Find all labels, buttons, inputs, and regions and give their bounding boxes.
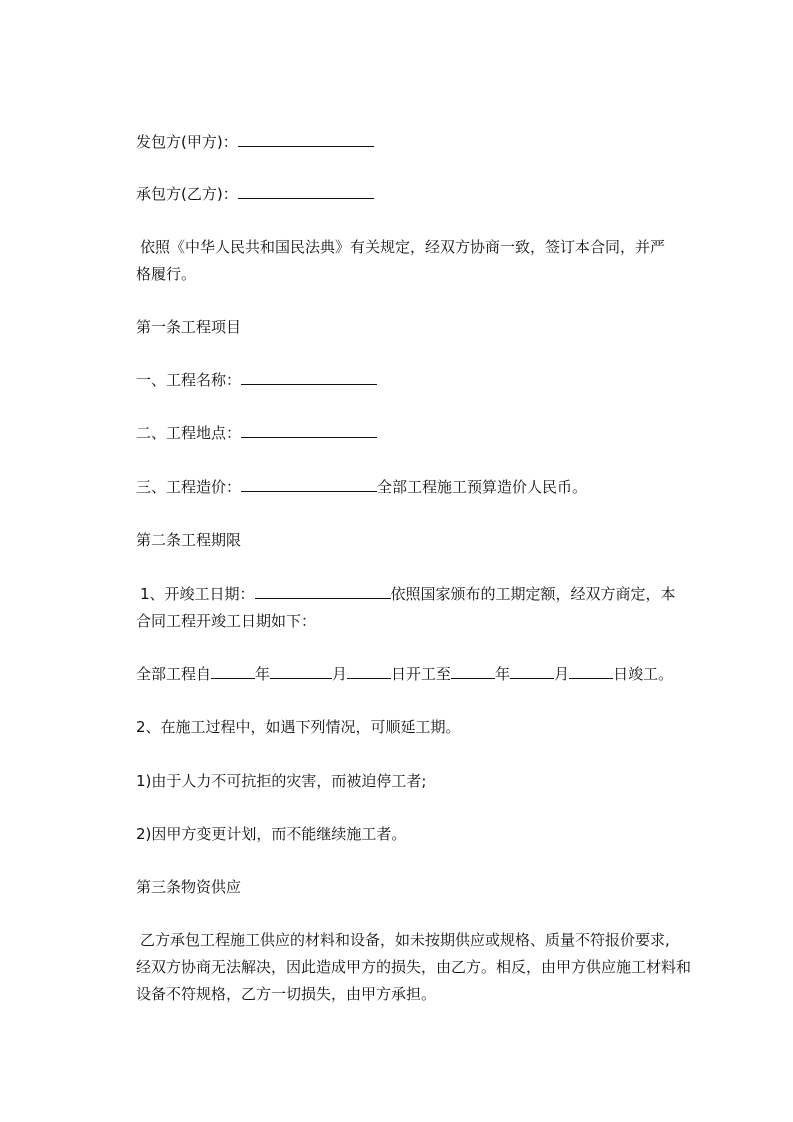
preamble-line-2: 格履行。	[136, 265, 197, 283]
end-day-blank[interactable]	[569, 664, 613, 679]
end-month-label: 月	[554, 665, 570, 683]
start-year-label: 年	[255, 665, 271, 683]
party-a-line	[136, 132, 374, 152]
project-cost-line	[136, 477, 587, 497]
end-month-blank[interactable]	[510, 664, 554, 679]
project-name-line	[136, 370, 377, 390]
end-year-label: 年	[495, 665, 511, 683]
start-end-date-label: 1、开竣工日期：	[140, 585, 255, 603]
extension-condition-2: 2)因甲方变更计划，而不能继续施工者。	[136, 825, 407, 843]
project-name-label: 一、工程名称：	[136, 371, 242, 389]
start-end-date-line-2: 合同工程开竣工日期如下：	[136, 612, 317, 630]
project-location-line	[136, 423, 377, 443]
article-3-title: 第三条物资供应	[136, 878, 242, 896]
party-b-blank[interactable]	[238, 184, 374, 199]
preamble-line-1: 依照《中华人民共和国民法典》有关规定，经双方协商一致，签订本合同，并严	[140, 238, 666, 256]
project-cost-label: 三、工程造价：	[136, 478, 242, 496]
project-location-blank[interactable]	[241, 423, 377, 438]
start-day-blank[interactable]	[347, 664, 391, 679]
schedule-prefix: 全部工程自	[136, 665, 212, 683]
party-a-blank[interactable]	[238, 132, 374, 147]
end-day-label: 日竣工。	[613, 665, 674, 683]
start-end-date-line	[140, 584, 676, 604]
article-3-para-line-2: 经双方协商无法解决，因此造成甲方的损失，由乙方。相反，由甲方供应施工材料和	[136, 958, 692, 976]
start-year-blank[interactable]	[211, 664, 255, 679]
project-cost-suffix: 全部工程施工预算造价人民币。	[377, 478, 588, 496]
article-3-para-line-3: 设备不符规格，乙方一切损失，由甲方承担。	[136, 985, 437, 1003]
start-day-label: 日开工至	[391, 665, 452, 683]
project-name-blank[interactable]	[241, 370, 377, 385]
schedule-line	[136, 664, 673, 684]
project-location-label: 二、工程地点：	[136, 424, 242, 442]
start-month-label: 月	[332, 665, 348, 683]
party-a-label: 发包方(甲方)：	[136, 133, 238, 151]
project-cost-blank[interactable]	[241, 477, 377, 492]
party-b-label: 承包方(乙方)：	[136, 185, 238, 203]
start-end-date-suffix: 依照国家颁布的工期定额，经双方商定，本	[390, 585, 676, 603]
start-end-date-blank[interactable]	[255, 584, 391, 599]
party-b-line	[136, 184, 374, 204]
extension-clause: 2、在施工过程中，如遇下列情况，可顺延工期。	[136, 718, 461, 736]
article-3-para-line-1: 乙方承包工程施工供应的材料和设备，如未按期供应或规格、质量不符报价要求,	[140, 931, 670, 949]
extension-condition-1: 1)由于人力不可抗拒的灾害，而被迫停工者;	[136, 772, 427, 790]
article-1-title: 第一条工程项目	[136, 318, 242, 336]
end-year-blank[interactable]	[451, 664, 495, 679]
article-2-title: 第二条工程期限	[136, 531, 242, 549]
start-month-blank[interactable]	[270, 664, 332, 679]
